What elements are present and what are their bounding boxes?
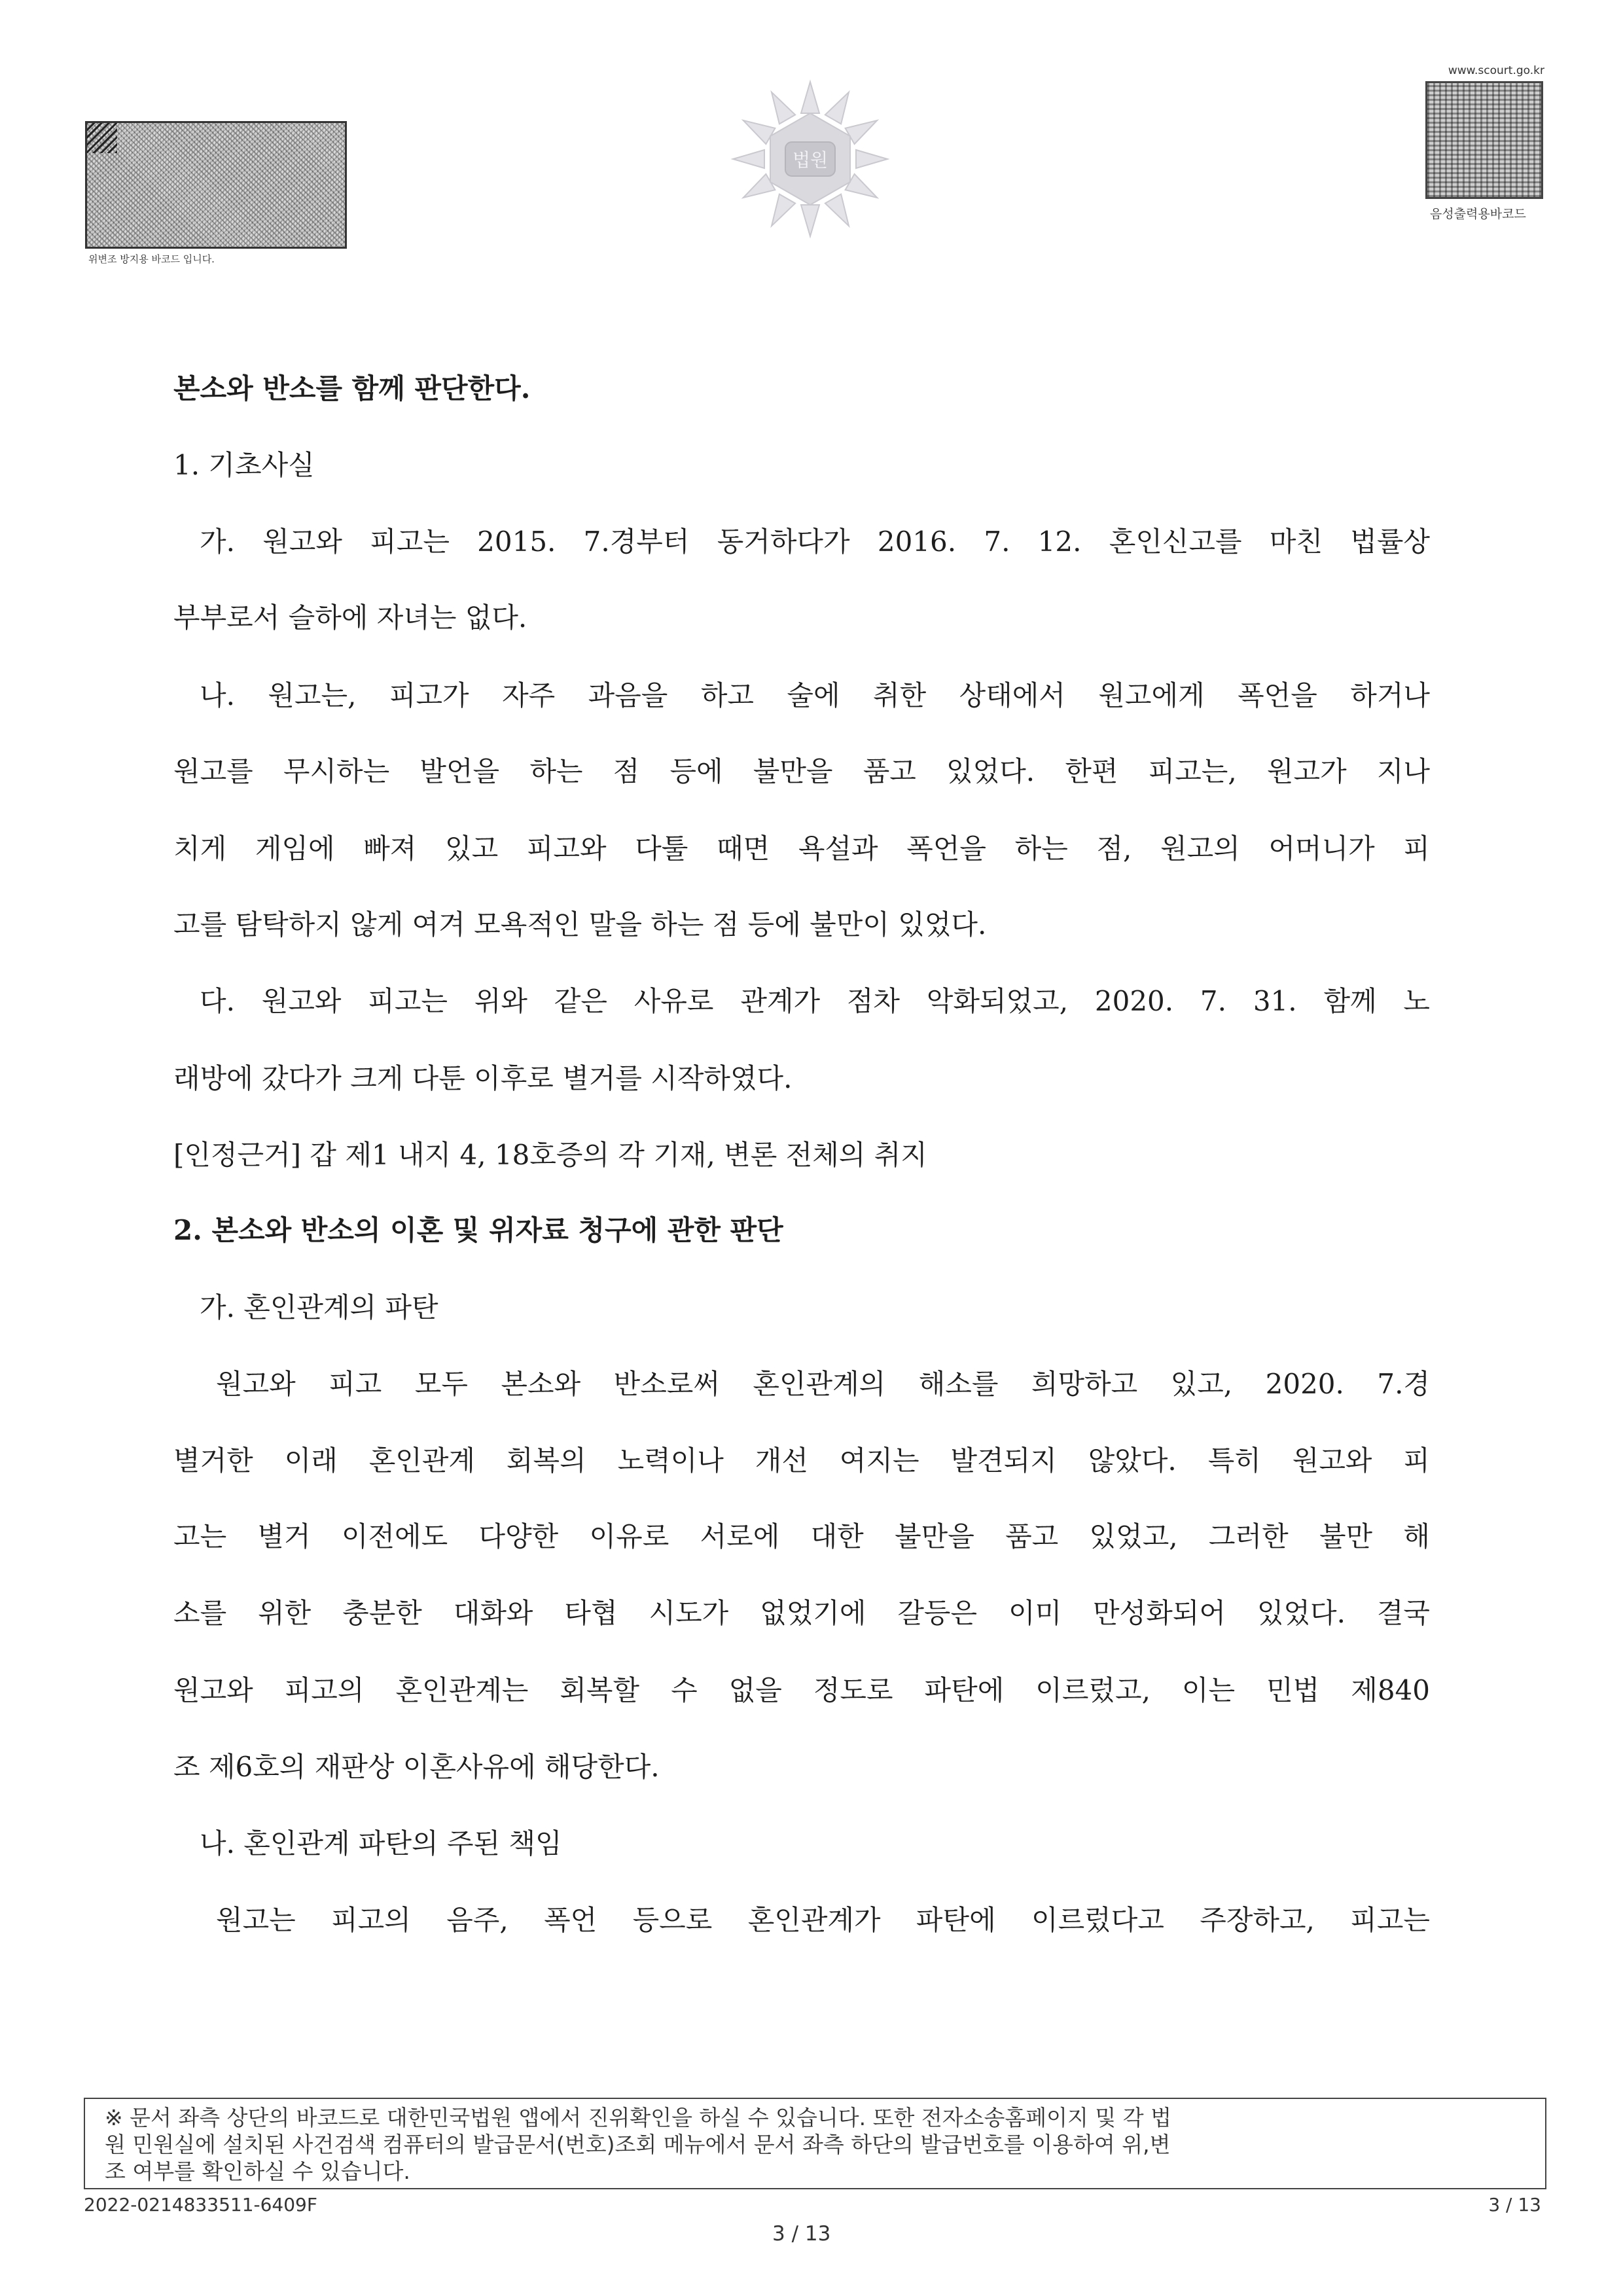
paragraph-line: 가. 원고와 피고는 2015. 7.경부터 동거하다가 2016. 7. 12. 혼인신고를 마친 법률상 <box>200 526 1430 558</box>
paragraph-line: 부부로서 슬하에 자녀는 없다. <box>173 601 527 634</box>
subheading-responsibility: 나. 혼인관계 파탄의 주된 책임 <box>200 1827 562 1859</box>
paragraph-line: 소를 위한 충분한 대화와 타협 시도가 없었기에 갈등은 이미 만성화되어 있었다. 결국 <box>173 1597 1430 1629</box>
barcode-caption: 위변조 방지용 바코드 입니다. <box>88 253 215 265</box>
paragraph-line: 고를 탐탁하지 않게 여겨 모욕적인 말을 하는 점 등에 불만이 있었다. <box>173 908 987 941</box>
issue-number: 2022-0214833511-6409F <box>84 2194 317 2215</box>
court-seal-icon <box>725 77 895 241</box>
notice-line: 원 민원실에 설치된 사건검색 컴퓨터의 발급문서(번호)조회 메뉴에서 문서 좌측 하단의 발급번호를 이용하여 위,변 <box>105 2132 1171 2157</box>
verification-notice <box>84 2098 1546 2189</box>
section-intro: 본소와 반소를 함께 판단한다. <box>173 372 531 404</box>
qr-caption: 음성출력용바코드 <box>1430 207 1526 221</box>
anti-forgery-barcode <box>85 121 347 249</box>
heading-divorce-claims: 2. 본소와 반소의 이혼 및 위자료 청구에 관한 판단 <box>173 1214 783 1246</box>
barcode-corner-mark <box>87 123 117 153</box>
site-url: www.scourt.go.kr <box>1448 64 1544 77</box>
paragraph-line: 래방에 갔다가 크게 다툰 이후로 별거를 시작하였다. <box>173 1062 793 1094</box>
paragraph-line: 원고는 피고의 음주, 폭언 등으로 혼인관계가 파탄에 이르렀다고 주장하고, 피고는 <box>216 1904 1430 1936</box>
paragraph-line: 조 제6호의 재판상 이혼사유에 해당한다. <box>173 1751 660 1783</box>
page-number-right: 3 / 13 <box>1488 2194 1541 2215</box>
paragraph-line: 별거한 이래 혼인관계 회복의 노력이나 개선 여지는 발견되지 않았다. 특히 원고와 피 <box>173 1444 1430 1477</box>
notice-line: 조 여부를 확인하실 수 있습니다. <box>105 2159 410 2184</box>
paragraph-line: 원고와 피고의 혼인관계는 회복할 수 없을 정도로 파탄에 이르렀고, 이는 민법 제840 <box>173 1674 1430 1706</box>
notice-line: ※ 문서 좌측 상단의 바코드로 대한민국법원 앱에서 진위확인을 하실 수 있습니다. 또한 전자소송홈페이지 및 각 법 <box>105 2105 1171 2130</box>
paragraph-line: 원고와 피고 모두 본소와 반소로써 혼인관계의 해소를 희망하고 있고, 2020. 7.경 <box>216 1368 1430 1400</box>
paragraph-line: 다. 원고와 피고는 위와 같은 사유로 관계가 점차 악화되었고, 2020. 7. 31. 함께 노 <box>200 985 1430 1017</box>
page-number-center: 3 / 13 <box>772 2222 831 2246</box>
heading-basic-facts: 1. 기초사실 <box>173 449 315 481</box>
paragraph-line: 나. 원고는, 피고가 자주 과음을 하고 술에 취한 상태에서 원고에게 폭언을 하거나 <box>200 679 1430 711</box>
paragraph-line: 고는 별거 이전에도 다양한 이유로 서로에 대한 불만을 품고 있었고, 그러한 불만 해 <box>173 1520 1430 1552</box>
seal-text: 법원 <box>792 149 829 171</box>
paragraph-line: 치게 게임에 빠져 있고 피고와 다툴 때면 욕설과 폭언을 하는 점, 원고의 어머니가 피 <box>173 833 1430 865</box>
paragraph-line: 원고를 무시하는 발언을 하는 점 등에 불만을 품고 있었다. 한편 피고는, 원고가 지나 <box>173 755 1430 787</box>
voice-output-qr-code <box>1425 81 1543 199</box>
evidence-basis: [인정근거] 갑 제1 내지 4, 18호증의 각 기재, 변론 전체의 취지 <box>173 1139 927 1171</box>
subheading-breakdown: 가. 혼인관계의 파탄 <box>200 1291 438 1323</box>
